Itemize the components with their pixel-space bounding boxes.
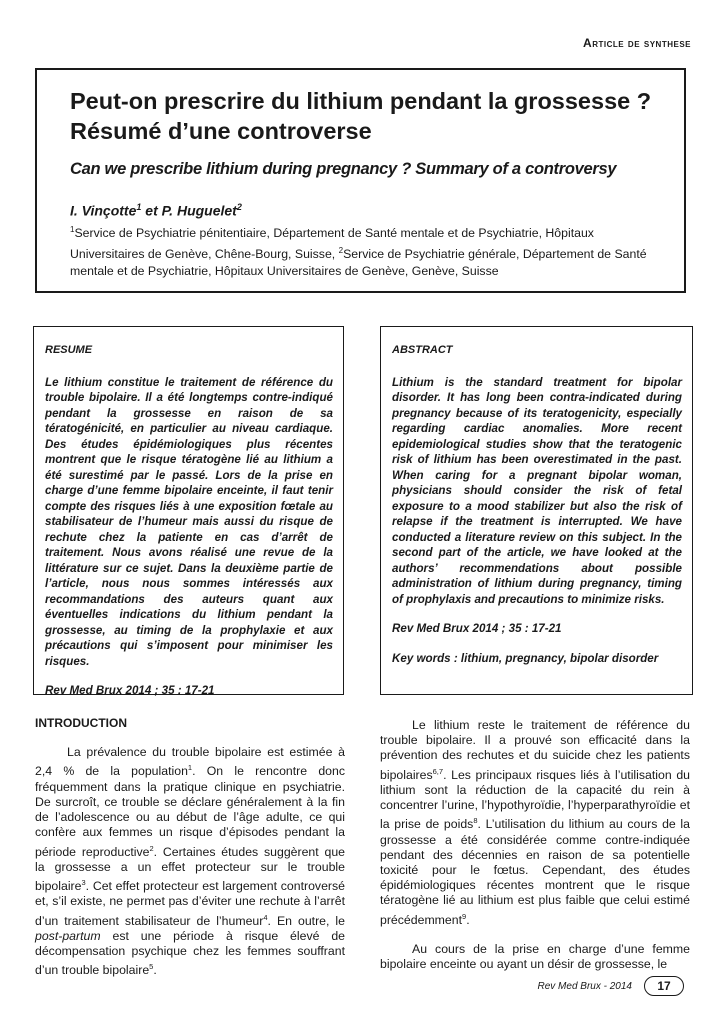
- text-run: La prévalence du trouble bipolaire est estimée à 2,4 % de la population: [35, 745, 345, 779]
- resume-text: Le lithium constitue le traitement de référence du trouble bipolaire. Il a été longtemps contre-indiqué pendant la grossesse en raison de sa tératogénicité, en particulier au niveau cardiaque. Des études épidémiologiques plus récentes montrent que le risque tératogène lié au lithium a été surestimé par le passé. Lors de la prise en charge d’une femme bipolaire enceinte, il faut tenir compte des risques liés à une exposition fœtale au stabilisateur de l’humeur mais aussi du risque de rechute chez la patiente en cas d’arrêt de traitement. Nous avons réalisé une revue de la littérature sur ce sujet. Dans la deuxième partie de l’article, nous nous sommes intéressés aux recommandations des auteurs quant aux éventuelles indications du lithium pendant la grossesse, au timing de la prophylaxie et aux précautions qui s’imposent pour minimiser les risques.: [45, 375, 333, 668]
- introduction-heading: INTRODUCTION: [35, 716, 127, 730]
- footer-journal: Rev Med Brux - 2014: [537, 980, 632, 992]
- author-conjunction: et: [145, 202, 158, 219]
- citation: 5: [149, 962, 154, 972]
- citation: 9: [462, 911, 467, 921]
- abstract-heading: ABSTRACT: [392, 344, 453, 356]
- text-run: est une période à risque élevé de décompensation psychique chez les femmes souffrant d’un trouble bipolaire: [35, 928, 345, 978]
- citation: 1: [187, 763, 193, 773]
- left-paragraph-1: [35, 745, 345, 978]
- title-box: [35, 68, 686, 293]
- text-run: . Cet effet protecteur est largement controversé et, s’il existe, ne permet pas d’éviter une rechute à l’arrêt d’un traitement stabilisateur de l’humeur: [35, 879, 345, 928]
- article-subtitle: Can we prescribe lithium during pregnancy ? Summary of a controversy: [70, 160, 617, 178]
- author-2-affil-mark: 2: [236, 202, 242, 212]
- page-footer: [538, 976, 685, 996]
- citation: 2: [149, 843, 154, 853]
- affil-mark-1: 1: [70, 225, 75, 234]
- authors: [70, 202, 242, 219]
- text-run: . En outre, le: [267, 913, 345, 928]
- text-run: . Les principaux risques liés à l’utilisation du lithium sont la réduction de la capacité du rein à concentrer l’urine, l’hypothyroïdie, l’hyperparathyroïdie et la prise de poids: [380, 767, 690, 832]
- text-run: .: [466, 912, 470, 927]
- body-column-right: [380, 718, 690, 972]
- text-run: Le lithium reste le traitement de référence du trouble bipolaire. Il a prouvé son efficacité dans la prévention des rechutes et du suicide chez les patients bipolaires: [380, 718, 690, 782]
- text-run: .: [153, 963, 157, 978]
- author-1-affil-mark: 1: [136, 202, 142, 212]
- italic-term: post-partum: [35, 928, 101, 943]
- resume-box: [33, 326, 344, 695]
- article-title: Peut-on prescrire du lithium pendant la grossesse ? Résumé d’une controverse: [70, 88, 652, 144]
- citation: 6,7: [432, 766, 444, 776]
- citation: 3: [81, 878, 86, 888]
- affil-mark-2: 2: [338, 246, 344, 256]
- abstract-reference: Rev Med Brux 2014 ; 35 : 17-21: [392, 622, 562, 635]
- right-paragraph-2: Au cours de la prise en charge d’une femme bipolaire enceinte ou ayant un désir de grossesse, le: [380, 941, 690, 972]
- resume-heading: RESUME: [45, 344, 93, 356]
- right-paragraph-1: [380, 718, 690, 928]
- author-1: I. Vinçotte: [70, 202, 137, 219]
- affiliation-1: Service de Psychiatrie pénitentiaire, Département de Santé mentale et de Psychiatrie, Hôpitaux Universitaires de Genève, Chêne-Bourg, Suisse,: [70, 226, 594, 262]
- abstract-text: Lithium is the standard treatment for bipolar disorder. It has long been contra-indicated during pregnancy because of its teratogenicity, especially regarding cardiac anomalies. More recent epidemiological studies show that the teratogenic risk of lithium has been overestimated in the past. When caring for a pregnant bipolar woman, physicians should consider the risk of fetal exposure to a mood stabilizer but also the risk of relapse if the treatment is interrupted. We have conducted a literature review on this subject. In the second part of the article, we have looked at the authors’ recommendations about possible administration of lithium during pregnancy, timing of prophylaxis and precautions to minimize risks.: [392, 375, 682, 606]
- page-number: 17: [644, 976, 684, 996]
- affiliations: [70, 221, 670, 280]
- resume-reference: Rev Med Brux 2014 ; 35 : 17-21: [45, 684, 215, 697]
- author-2: P. Huguelet: [161, 202, 237, 219]
- abstract-box: [380, 326, 693, 695]
- text-run: . On le rencontre donc fréquemment dans la pratique clinique en psychiatrie. De surcroît, ce trouble se déclare généralement à la fin de l’adolescence ou au début de l’âge adulte, ce qui confère aux femmes un risque d’épisodes pendant la période reproductive: [35, 764, 345, 859]
- citation: 4: [263, 912, 268, 922]
- section-label: Article de synthese: [583, 36, 691, 50]
- affiliation-2: Service de Psychiatrie générale, Département de Santé mentale et de Psychiatrie, Hôpitaux Universitaires de Genève, Genève, Suisse: [70, 247, 647, 279]
- text-run: . L’utilisation du lithium au cours de la grossesse a été considérée comme contre-indiquée pendant des décennies en raison de sa potentielle toxicité pour le fœtus. Cependant, des études épidémiologiques récentes montrent que le risque tératogène lié au lithium est plus faible que celui estimé précédemment: [380, 817, 690, 927]
- abstract-keywords: Key words : lithium, pregnancy, bipolar disorder: [392, 651, 659, 665]
- text-run: . Certaines études suggèrent que la grossesse a un effet protecteur sur le trouble bipolaire: [35, 844, 345, 894]
- body-column-left: [35, 716, 345, 979]
- citation: 8: [473, 816, 478, 826]
